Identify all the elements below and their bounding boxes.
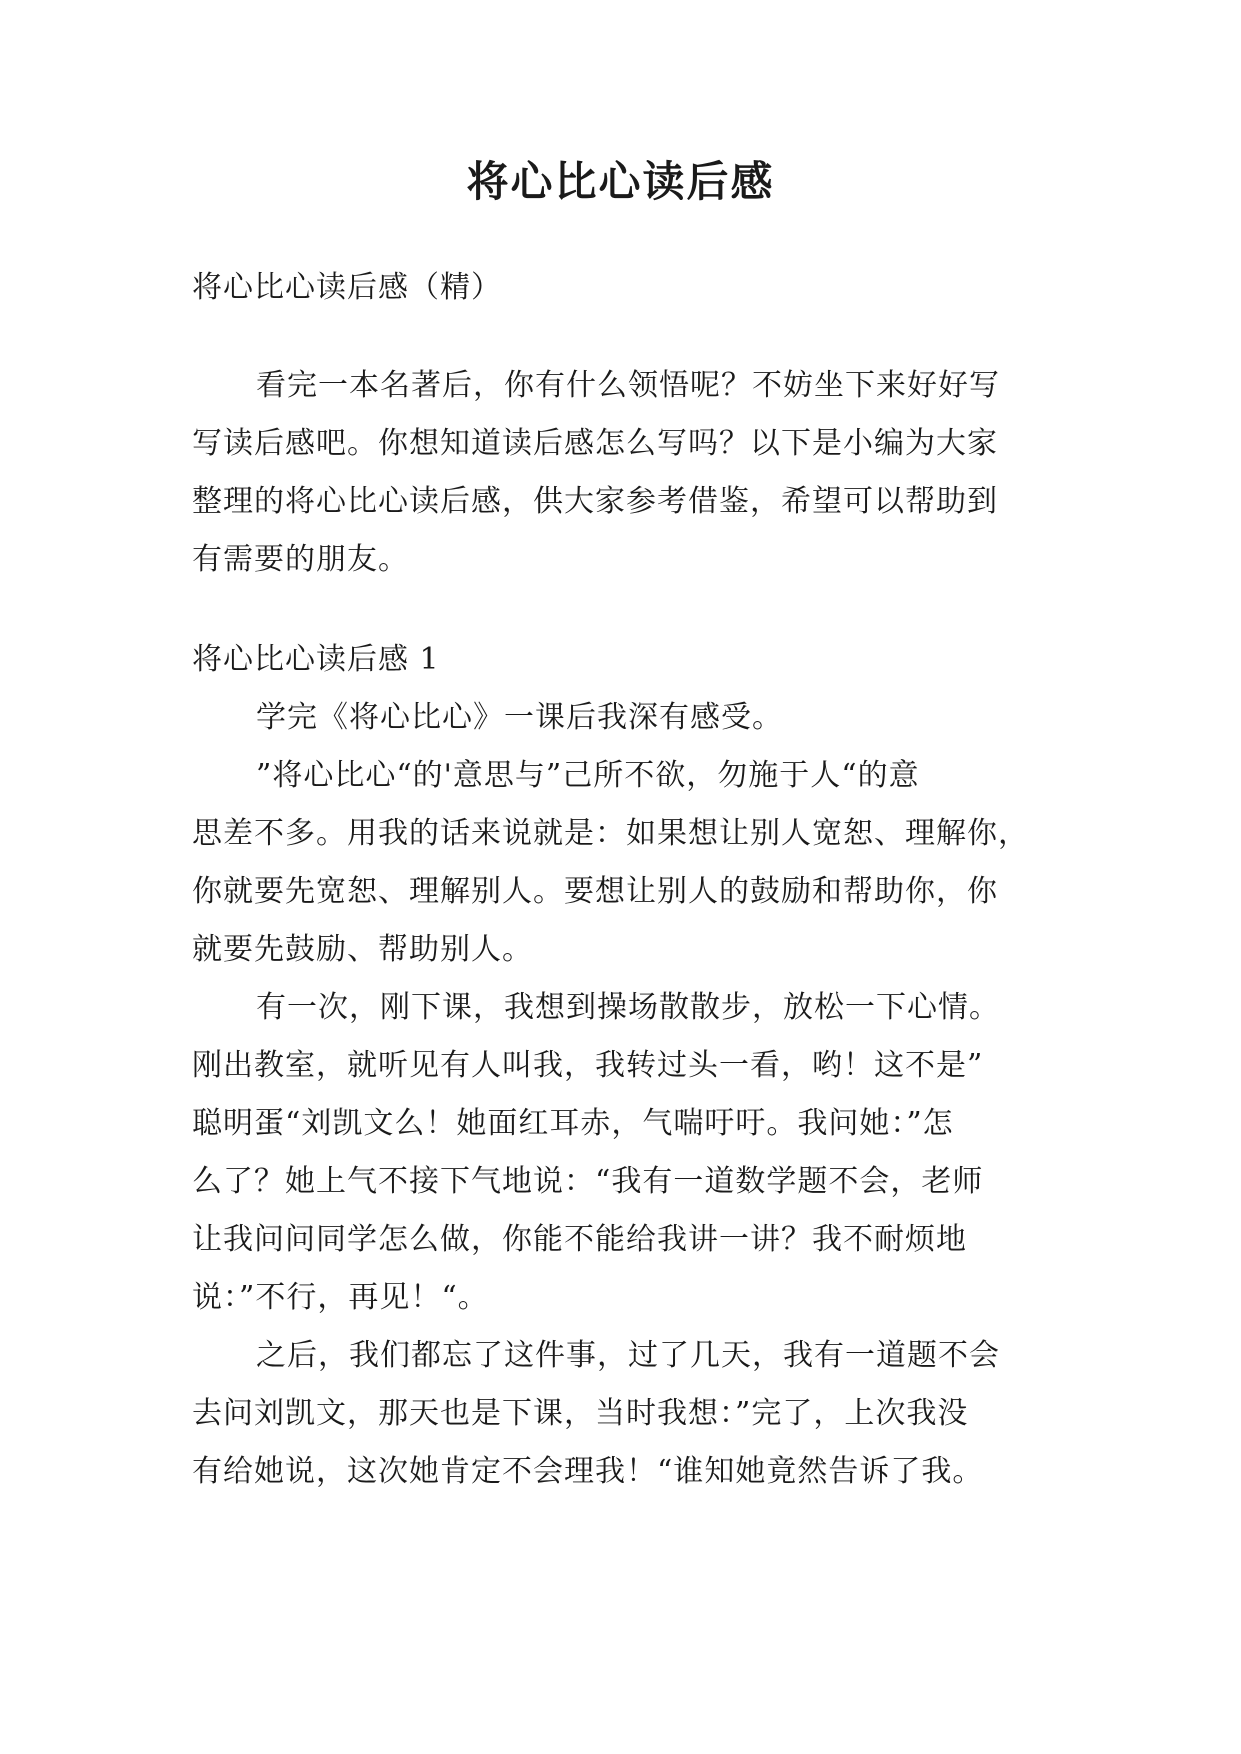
paragraph-line: 学完《将心比心》一课后我深有感受。 xyxy=(256,700,783,735)
paragraph-line: 让我问问同学怎么做，你能不能给我讲一讲？我不耐烦地 xyxy=(192,1222,967,1257)
paragraph-line: 思差不多。用我的话来说就是：如果想让别人宽恕、理解你， xyxy=(192,816,1029,851)
document-subtitle: 将心比心读后感（精） xyxy=(192,270,502,305)
intro-line: 有需要的朋友。 xyxy=(192,542,409,577)
paragraph-line: 刚出教室，就听见有人叫我，我转过头一看，哟！这不是” xyxy=(192,1048,984,1083)
document-title: 将心比心读后感 xyxy=(466,157,775,206)
intro-line: 看完一本名著后，你有什么领悟呢？不妨坐下来好好写 xyxy=(256,368,1000,403)
intro-line: 整理的将心比心读后感，供大家参考借鉴，希望可以帮助到 xyxy=(192,484,998,519)
paragraph-line: 说：”不行，再见！“。 xyxy=(192,1280,489,1315)
paragraph-line: ”将心比心“的'意思与”己所不欲，勿施于人“的意 xyxy=(256,758,920,793)
paragraph-line: 就要先鼓励、帮助别人。 xyxy=(192,932,533,967)
intro-line: 写读后感吧。你想知道读后感怎么写吗？以下是小编为大家 xyxy=(192,426,998,461)
section-heading: 将心比心读后感 1 xyxy=(192,642,440,677)
paragraph-line: 么了？她上气不接下气地说：“我有一道数学题不会，老师 xyxy=(192,1164,984,1199)
paragraph-line: 之后，我们都忘了这件事，过了几天，我有一道题不会 xyxy=(256,1338,1000,1373)
paragraph-line: 聪明蛋“刘凯文么！她面红耳赤，气喘吁吁。我问她：”怎 xyxy=(192,1106,954,1141)
paragraph-line: 你就要先宽恕、理解别人。要想让别人的鼓励和帮助你，你 xyxy=(192,874,998,909)
paragraph-line: 有一次，刚下课，我想到操场散散步，放松一下心情。 xyxy=(256,990,1000,1025)
paragraph-line: 有给她说，这次她肯定不会理我！“谁知她竟然告诉了我。 xyxy=(192,1454,984,1489)
paragraph-line: 去问刘凯文，那天也是下课，当时我想：”完了，上次我没 xyxy=(192,1396,969,1431)
